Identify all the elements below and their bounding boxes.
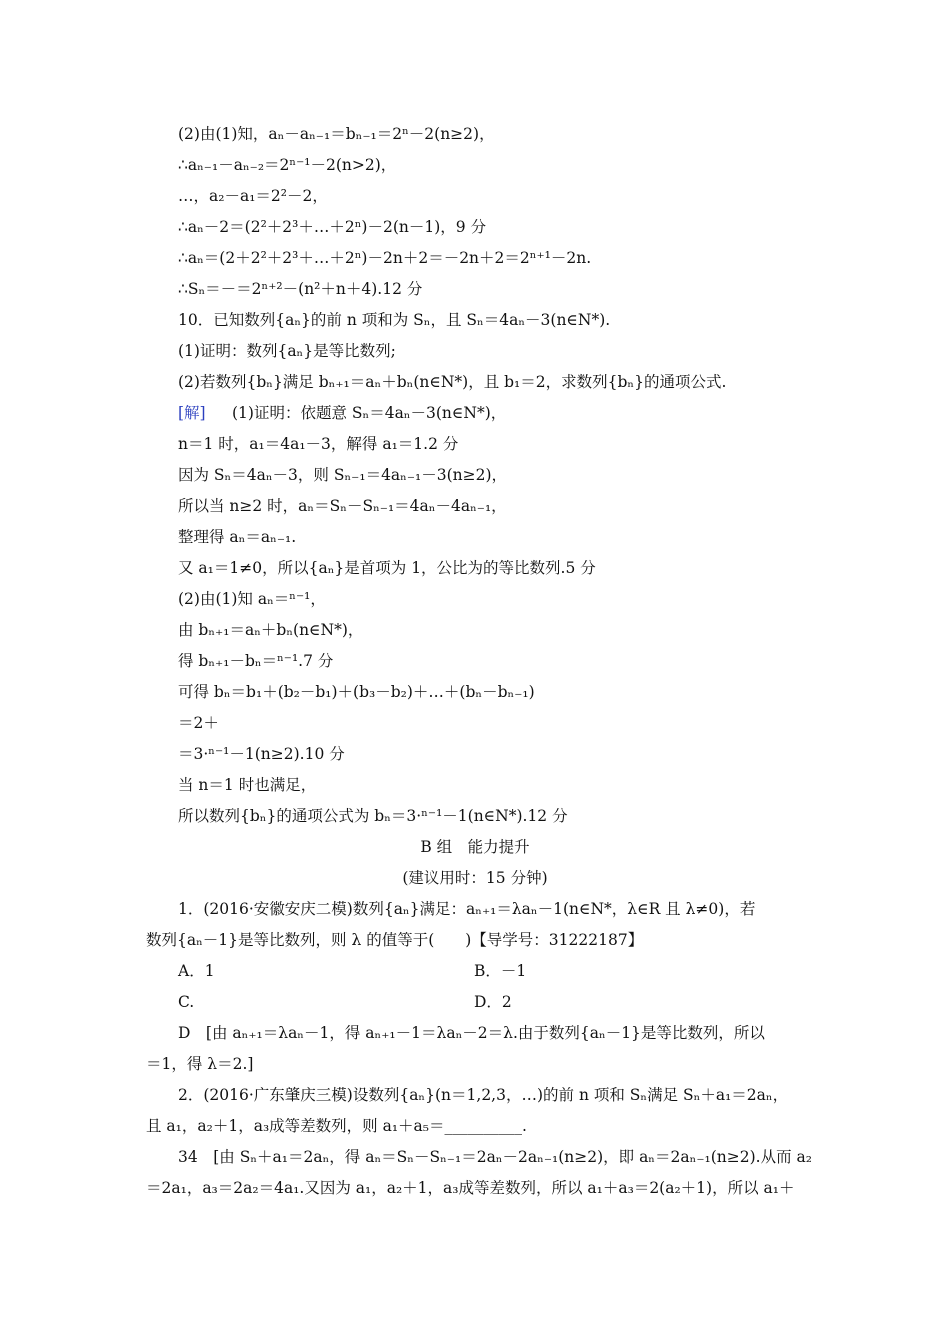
- problem-1-answer: D [由 aₙ₊₁＝λaₙ－1，得 aₙ₊₁－1＝λaₙ－2＝λ.由于数列{aₙ－1}是等比数列，所以: [178, 1024, 765, 1042]
- text-line: (1)证明：依题意 Sₙ＝4aₙ－3(n∈N*)，: [232, 404, 507, 422]
- text-line: 当 n＝1 时也满足，: [178, 776, 317, 794]
- problem-1-stem: 1．(2016·安徽安庆二模)数列{aₙ}满足：aₙ₊₁＝λaₙ－1(n∈N*，λ∈R 且 λ≠0)，若: [178, 900, 756, 918]
- text-line: ∴Sₙ＝－＝2ⁿ⁺²－(n²＋n＋4).12 分: [178, 280, 423, 298]
- problem-2-answer-cont: ＝2a₁，a₃＝2a₂＝4a₁.又因为 a₁，a₂＋1，a₃成等差数列，所以 a₁＋a₃＝2(a₂＋1)，所以 a₁＋: [146, 1179, 795, 1197]
- problem-10-stem: 10．已知数列{aₙ}的前 n 项和为 Sₙ，且 Sₙ＝4aₙ－3(n∈N*).: [178, 311, 611, 329]
- text-line: ＝3·ⁿ⁻¹－1(n≥2).10 分: [178, 745, 345, 763]
- text-line: ∴aₙ₋₁－aₙ₋₂＝2ⁿ⁻¹－2(n>2)，: [178, 156, 397, 174]
- text-line: n＝1 时，a₁＝4a₁－3，解得 a₁＝1.2 分: [178, 435, 459, 453]
- text-line: 因为 Sₙ＝4aₙ－3，则 Sₙ₋₁＝4aₙ₋₁－3(n≥2)，: [178, 466, 508, 484]
- problem-1-answer-cont: ＝1，得 λ＝2.]: [146, 1055, 254, 1073]
- problem-2-stem: 2．(2016·广东肇庆三模)设数列{aₙ}(n＝1,2,3，…)的前 n 项和 Sₙ满足 Sₙ＋a₁＝2aₙ，: [178, 1086, 789, 1104]
- option-b: B．－1: [474, 962, 527, 980]
- text-line: 所以数列{bₙ}的通项公式为 bₙ＝3·ⁿ⁻¹－1(n∈N*).12 分: [178, 807, 568, 825]
- text-line: (2)由(1)知，aₙ－aₙ₋₁＝bₙ₋₁＝2ⁿ－2(n≥2)，: [178, 125, 495, 143]
- option-a: A．1: [178, 962, 215, 980]
- solution-marker: [解]: [178, 404, 206, 422]
- option-c: C.: [178, 993, 195, 1011]
- problem-1-stem-cont: 数列{aₙ－1}是等比数列，则 λ 的值等于( )【导学号：31222187】: [146, 931, 644, 949]
- text-line: (2)由(1)知 aₙ＝ⁿ⁻¹，: [178, 590, 326, 608]
- text-line: 得 bₙ₊₁－bₙ＝ⁿ⁻¹.7 分: [178, 652, 334, 670]
- text-line: 又 a₁＝1≠0，所以{aₙ}是首项为 1，公比为的等比数列.5 分: [178, 559, 596, 577]
- problem-2-answer: 34 [由 Sₙ＋a₁＝2aₙ，得 aₙ＝Sₙ－Sₙ₋₁＝2aₙ－2aₙ₋₁(n≥2)，即 aₙ＝2aₙ₋₁(n≥2).从而 a₂: [178, 1148, 812, 1166]
- text-line: 可得 bₙ＝b₁＋(b₂－b₁)＋(b₃－b₂)＋…＋(bₙ－bₙ₋₁): [178, 683, 535, 701]
- text-line: ∴aₙ＝(2＋2²＋2³＋…＋2ⁿ)－2n＋2＝－2n＋2＝2ⁿ⁺¹－2n.: [178, 249, 592, 267]
- option-d: D．2: [474, 993, 512, 1011]
- text-line: …，a₂－a₁＝2²－2，: [178, 187, 328, 205]
- text-line: 整理得 aₙ＝aₙ₋₁.: [178, 528, 297, 546]
- problem-10-part-1: (1)证明：数列{aₙ}是等比数列;: [178, 342, 396, 360]
- text-line: 由 bₙ₊₁＝aₙ＋bₙ(n∈N*)，: [178, 621, 364, 639]
- text-line: ＝2＋: [178, 714, 219, 732]
- problem-2-stem-cont: 且 a₁，a₂＋1，a₃成等差数列，则 a₁＋a₅＝__________.: [146, 1117, 527, 1135]
- problem-10-part-2: (2)若数列{bₙ}满足 bₙ₊₁＝aₙ＋bₙ(n∈N*)，且 b₁＝2，求数列{bₙ}的通项公式.: [178, 373, 727, 391]
- section-heading: B 组 能力提升: [420, 838, 530, 856]
- section-subheading: (建议用时：15 分钟): [402, 869, 548, 887]
- text-line: ∴aₙ－2＝(2²＋2³＋…＋2ⁿ)－2(n－1)，9 分: [178, 218, 487, 236]
- text-line: 所以当 n≥2 时，aₙ＝Sₙ－Sₙ₋₁＝4aₙ－4aₙ₋₁，: [178, 497, 507, 515]
